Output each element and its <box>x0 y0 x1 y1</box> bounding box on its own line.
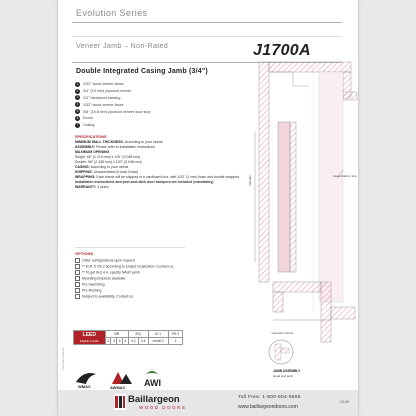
leed-cell: 4 <box>111 338 117 345</box>
brand-logo-icon <box>114 394 126 410</box>
spec-shipping: SHIPPING: Unassembled (Knock Down) <box>75 170 139 174</box>
option-item: ** To get IEQ 4.4, specify NAUF jamb <box>75 270 185 276</box>
option-item: Pre-finishing <box>75 288 185 294</box>
revision-date: 14-09 <box>340 400 349 404</box>
checkbox-icon <box>75 264 80 269</box>
option-item: Subject to availability. Contact us. <box>75 294 185 300</box>
website-link[interactable]: www.baillargeondoors.com <box>238 404 298 410</box>
spec-min-wall: MINIMUM WALL THICKNESS: According to your needs <box>75 140 163 144</box>
leed-cell: 6 <box>123 338 129 345</box>
leed-table <box>73 330 183 345</box>
legend-list <box>75 81 225 129</box>
series-title: Evolution Series <box>76 8 148 18</box>
leed-header: IEQ <box>128 331 148 338</box>
top-jamb-section <box>259 62 357 302</box>
svg-text:Variable: Variable <box>248 175 252 186</box>
lamello-detail <box>269 331 301 378</box>
spec-wrapping: WRAPPING: Each frame will be shipped in a cardboard box, with 1/32" (1 mm) foam and bundle wrapped. <box>75 175 240 179</box>
specs-heading: SPECIFICATIONS <box>75 135 107 139</box>
leed-cell: 5 <box>117 338 123 345</box>
legend-item: 6 Doors <box>76 115 93 121</box>
spec-double: Double: 96" (2 438 mm) x 120" (3 048 mm) <box>75 160 142 164</box>
divider <box>72 36 342 37</box>
spec-casing: CASING: According to your needs <box>75 165 129 169</box>
specifications <box>75 135 250 190</box>
product-code: J1700A <box>253 42 311 59</box>
svg-text:WMAC: WMAC <box>78 384 91 389</box>
awi-logo <box>144 371 161 388</box>
legend-item: 5 5/8" (15.8 mm) plywood veneer door stop <box>76 109 151 114</box>
certification-logos <box>74 364 274 390</box>
checkbox-icon <box>75 294 80 299</box>
checkbox-icon <box>75 282 80 287</box>
side-note: Tous droits réservés <box>62 347 65 370</box>
legend-item: 1 1/32" wood veneer faces <box>76 81 124 87</box>
options <box>75 251 185 301</box>
svg-text:Assembled in site: Assembled in site <box>333 174 357 178</box>
leed-cell: 4.4 <box>138 338 148 345</box>
leed-cell: 3 <box>105 338 111 345</box>
checkbox-icon <box>75 258 80 263</box>
spec-assembly: ASSEMBLY: Please refer to installation instructions <box>75 145 155 149</box>
jamb-assembly-drawing <box>248 62 358 387</box>
divider <box>75 247 185 248</box>
checkbox-icon <box>75 270 80 275</box>
leed-cell: 4.2 <box>128 338 138 345</box>
leed-cell: model 2 <box>148 338 168 345</box>
option-item: Other configurations upon request <box>75 258 185 264</box>
option-item: Mounting brackets available <box>75 276 185 282</box>
legend-item: 7 Casing <box>76 122 95 128</box>
spec-sheet <box>58 0 358 416</box>
checkbox-icon <box>75 288 80 293</box>
wmac-logo <box>76 373 96 389</box>
option-item: Pre-machining <box>75 282 185 288</box>
option-item: ** M.R. 5 2/6.2 according to project localization. Contact us. <box>75 264 185 270</box>
brand-sub: WOOD DOORS <box>139 405 187 410</box>
leed-header: ID 1 <box>148 331 168 338</box>
brand-name: Baillargeon <box>128 394 180 405</box>
checkbox-icon <box>75 276 80 281</box>
divider <box>72 22 342 23</box>
leed-cell: 2 <box>169 338 183 345</box>
spec-warranty: WARRANTY: 3 years <box>75 185 109 189</box>
leed-header: MR <box>105 331 128 338</box>
product-title: Double Integrated Casing Jamb (3/4") <box>76 68 208 75</box>
awmac-logo <box>110 372 132 390</box>
svg-text:"Lamello" biscuit: "Lamello" biscuit <box>271 331 293 335</box>
spec-single: Single: 48" (1 219 mm) x 120" (3 048 mm) <box>75 155 141 159</box>
spec-max-opening: MAXIMUM OPENING <box>75 150 110 154</box>
phone-number: Toll Free: 1-800-804-5666 <box>238 395 301 400</box>
legend-item: 2 3/4" (19 mm) plywood veneer <box>76 88 132 94</box>
leed-tag: LEED Eligible Credits <box>74 331 106 345</box>
options-heading: OPTIONS <box>75 251 94 256</box>
legend-item: 4 1/32" wood veneer faces <box>76 102 124 107</box>
svg-text:JAMB ASSEMBLY: JAMB ASSEMBLY <box>273 369 301 373</box>
leed-header: PR 2 <box>169 331 183 338</box>
svg-text:AWI: AWI <box>144 378 161 388</box>
spec-install-note: Installation instructions and peel-and-stick door bumpers are included (mandatory) <box>75 180 214 184</box>
svg-text:Head and jamb: Head and jamb <box>273 374 294 378</box>
subtitle: Veneer Jamb – Non-Rated <box>76 41 169 50</box>
svg-text:AWMAC: AWMAC <box>110 385 126 390</box>
legend-item: 3 1/2" hardwood backing <box>76 95 121 100</box>
footer <box>58 390 358 416</box>
